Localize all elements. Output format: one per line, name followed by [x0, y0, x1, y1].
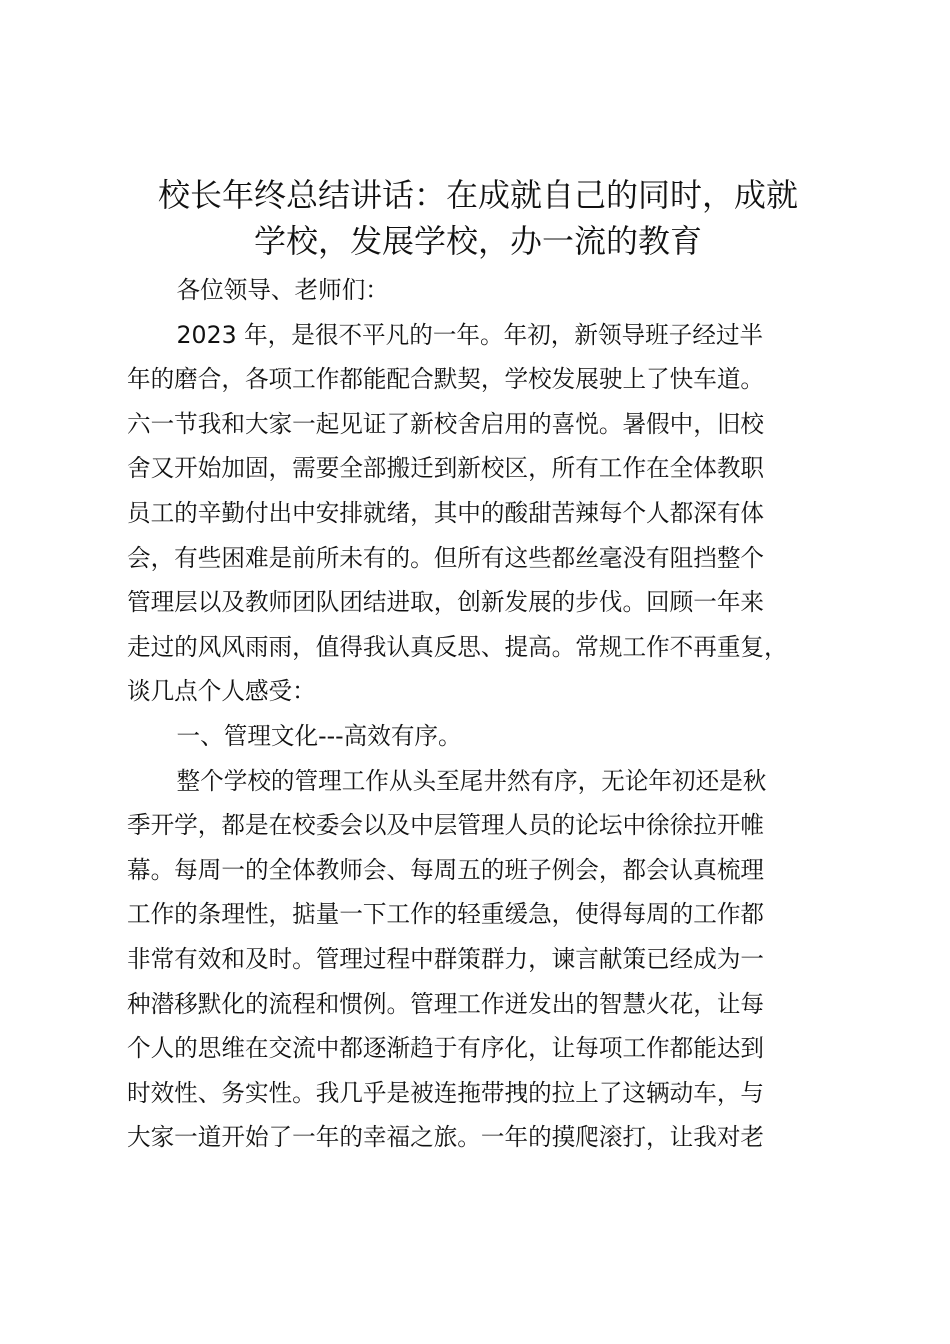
- paragraph-line: 时效性、务实性。我几乎是被连拖带拽的拉上了这辆动车，与: [127, 1078, 765, 1107]
- paragraph-line: 个人的思维在交流中都逐渐趋于有序化，让每项工作都能达到: [127, 1034, 765, 1063]
- document-page: [127, 172, 829, 1160]
- title-line: 学校，发展学校，办一流的教育: [253, 222, 702, 260]
- section-heading: [127, 714, 829, 759]
- salutation-text: 各位领导、老师们：: [176, 276, 389, 304]
- paragraph-management: [127, 759, 829, 1160]
- paragraph-line: 六一节我和大家一起见证了新校舍启用的喜悦。暑假中，旧校: [127, 409, 765, 438]
- section-heading-text: 一、管理文化---高效有序。: [176, 721, 462, 750]
- paragraph-line: 年的磨合，各项工作都能配合默契，学校发展驶上了快车道。: [127, 365, 765, 394]
- paragraph-line: 2023 年，是很不平凡的一年。年初，新领导班子经过半: [176, 320, 764, 349]
- paragraph-line: 季开学，都是在校委会以及中层管理人员的论坛中徐徐拉开帷: [127, 811, 765, 840]
- paragraph-line: 谈几点个人感受：: [127, 677, 316, 706]
- paragraph-line: 管理层以及教师团队团结进取，创新发展的步伐。回顾一年来: [127, 588, 765, 617]
- paragraph-line: 种潜移默化的流程和惯例。管理工作迸发出的智慧火花，让每: [127, 989, 765, 1018]
- paragraph-line: 幕。每周一的全体教师会、每周五的班子例会，都会认真梳理: [127, 855, 765, 884]
- paragraph-line: 员工的辛勤付出中安排就绪，其中的酸甜苦辣每个人都深有体: [127, 498, 765, 527]
- paragraph-line: 工作的条理性，掂量一下工作的轻重缓急，使得每周的工作都: [127, 900, 765, 929]
- paragraph-line: 会，有些困难是前所未有的。但所有这些都丝毫没有阻挡整个: [127, 543, 765, 572]
- paragraph-line: 大家一道开始了一年的幸福之旅。一年的摸爬滚打，让我对老: [127, 1123, 765, 1152]
- paragraph-line: 走过的风风雨雨，值得我认真反思、提高。常规工作不再重复，: [127, 632, 788, 661]
- paragraph-line: 舍又开始加固，需要全部搬迁到新校区，所有工作在全体教职: [127, 454, 765, 483]
- paragraph-intro: [127, 313, 829, 714]
- paragraph-line: 非常有效和及时。管理过程中群策群力，谏言献策已经成为一: [127, 944, 765, 973]
- salutation: [127, 268, 829, 313]
- title-line: 校长年终总结讲话：在成就自己的同时，成就: [157, 176, 798, 214]
- paragraph-line: 整个学校的管理工作从头至尾井然有序，无论年初还是秋: [176, 766, 767, 795]
- document-title: [127, 172, 829, 264]
